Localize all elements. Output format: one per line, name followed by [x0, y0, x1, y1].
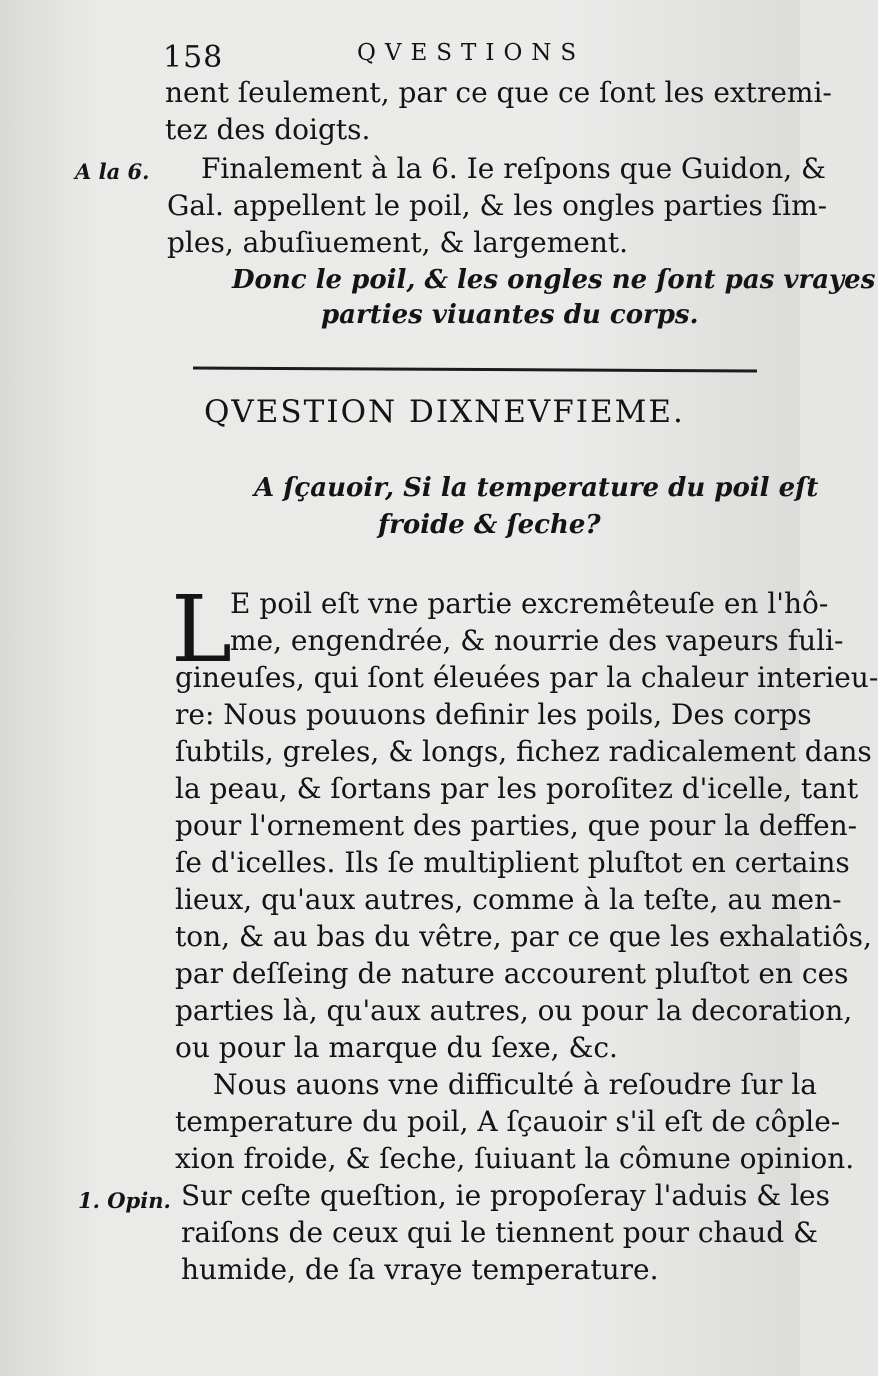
conclusion-line: Donc le poil, & les ongles ne ſont pas vrayes: [232, 265, 876, 295]
drop-cap: L: [171, 576, 233, 683]
text-line: ples, abuſiuement, & largement.: [167, 226, 629, 259]
text-line: ton, & au bas du vêtre, par ce que les exhalatiôs,: [175, 920, 872, 953]
text-line: E poil eſt vne partie excremêteuſe en l'hô-: [230, 587, 829, 620]
text-line: Gal. appellent le poil, & les ongles parties ſim-: [167, 189, 828, 222]
text-line: pour l'ornement des parties, que pour la deffen-: [175, 809, 858, 842]
question-title: QVESTION DIXNEVFIEME.: [204, 394, 685, 430]
text-line: nent ſeulement, par ce que ce ſont les extremi-: [165, 76, 832, 109]
margin-note: A la 6.: [75, 159, 150, 184]
text-line: ſe d'icelles. Ils ſe multiplient pluſtot en certains: [175, 846, 850, 879]
page-number: 158: [163, 40, 224, 75]
question-subtitle: froide & ſeche?: [378, 510, 601, 540]
text-line: la peau, & ſortans par les poroſitez d'icelle, tant: [175, 772, 859, 805]
question-subtitle: A ſçauoir, Si la temperature du poil eſt: [254, 473, 819, 503]
text-line: Finalement à la 6. Ie reſpons que Guidon, &: [201, 152, 826, 185]
text-line: re: Nous pouuons definir les poils, Des corps: [175, 698, 812, 731]
text-line: temperature du poil, A ſçauoir s'il eſt de côple-: [175, 1105, 841, 1138]
text-line: xion froide, & ſeche, ſuiuant la cômune opinion.: [175, 1142, 855, 1175]
text-line: humide, de ſa vraye temperature.: [181, 1253, 659, 1286]
text-line: parties là, qu'aux autres, ou pour la decoration,: [175, 994, 853, 1027]
text-line: ſubtils, greles, & longs, fichez radicalement dans: [175, 735, 872, 768]
text-line: tez des doigts.: [165, 113, 371, 146]
text-line: par deſſeing de nature accourent pluſtot en ces: [175, 957, 849, 990]
text-line: Sur ceſte queſtion, ie propoſeray l'aduis & les: [181, 1179, 830, 1212]
conclusion-line: parties viuantes du corps.: [321, 300, 699, 330]
section-rule: [193, 367, 757, 373]
text-line: raiſons de ceux qui le tiennent pour chaud &: [181, 1216, 819, 1249]
margin-note: 1. Opin.: [78, 1188, 171, 1213]
text-line: Nous auons vne difficulté à reſoudre ſur la: [213, 1068, 817, 1101]
text-line: me, engendrée, & nourrie des vapeurs fuli-: [230, 624, 844, 657]
text-line: lieux, qu'aux autres, comme à la teſte, au men-: [175, 883, 842, 916]
text-line: gineuſes, qui ſont éleuées par la chaleur interieu-: [175, 661, 878, 694]
running-title: QVESTIONS: [357, 40, 586, 66]
text-line: ou pour la marque du ſexe, &c.: [175, 1031, 618, 1064]
